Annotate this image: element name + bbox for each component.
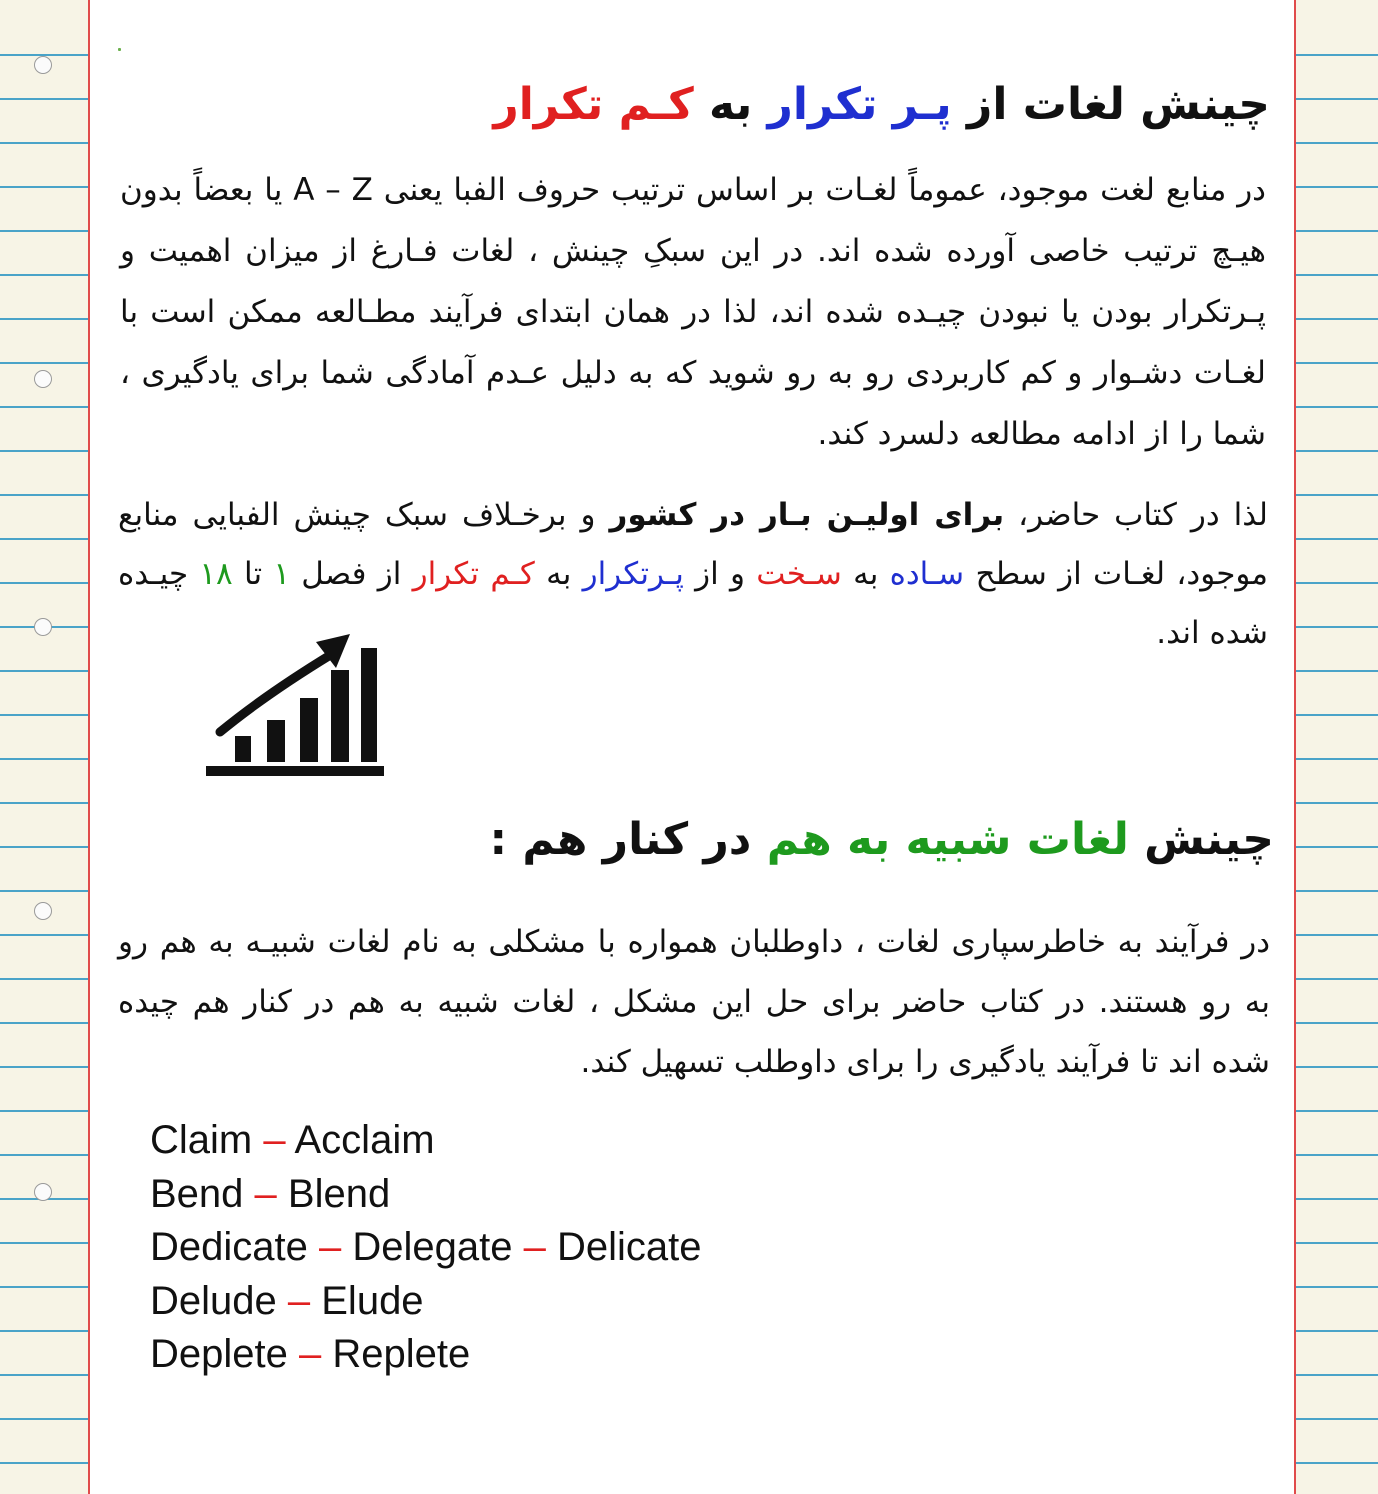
left-margin-rule	[88, 0, 90, 1494]
word-high-frequency: پـرتکرار	[582, 556, 684, 592]
right-lined-margin	[1296, 0, 1378, 1494]
left-lined-margin	[0, 0, 88, 1494]
vocabulary-word: Delude	[150, 1278, 277, 1323]
paragraph-text: به	[534, 556, 583, 592]
paragraph-text: تا	[232, 556, 274, 592]
word-group-row	[150, 1168, 1050, 1222]
vocabulary-word: Acclaim	[294, 1118, 435, 1162]
word-separator: –	[252, 1118, 295, 1162]
vocabulary-word: Dedicate	[150, 1225, 308, 1269]
paragraph-text: لذا در کتاب حاضر،	[1004, 497, 1268, 533]
heading-text: به	[693, 79, 768, 130]
word-separator: –	[307, 1225, 353, 1269]
decorative-dot	[118, 48, 121, 51]
heading-text: چینش لغات از	[951, 79, 1270, 130]
paragraph-text: به	[841, 556, 890, 592]
alphabet-range: A – Z	[293, 172, 373, 208]
binder-hole	[34, 370, 52, 388]
chapter-start: ۱	[273, 556, 291, 592]
word-separator: –	[287, 1332, 333, 1376]
vocabulary-word: Claim	[150, 1118, 253, 1162]
bar-chart-rising-arrow-icon	[204, 632, 386, 782]
word-simple: سـاده	[889, 556, 965, 592]
vocabulary-word: Replete	[332, 1332, 471, 1376]
paragraph-alphabetical-sources	[120, 160, 1266, 465]
word-separator: –	[276, 1278, 322, 1323]
vocabulary-word: Bend	[150, 1171, 244, 1216]
paragraph-text: در منابع لغت موجود، عموماً لغـات بر اساس ترتیب حروف الفبا یعنی	[372, 172, 1266, 208]
chapter-end: ۱۸	[199, 556, 233, 592]
word-group-row	[150, 1275, 1050, 1329]
word-separator: –	[512, 1225, 557, 1269]
binder-hole	[34, 56, 52, 74]
heading-similar-words-highlight: لغات شبیه به هم	[766, 814, 1129, 865]
heading-low-frequency: کـم تکرار	[493, 79, 694, 130]
word-group-row	[150, 1221, 1050, 1275]
heading-text: چینش	[1128, 814, 1274, 865]
heading-similar-words	[120, 800, 1274, 880]
word-group-row	[150, 1114, 1050, 1168]
word-group-row	[150, 1328, 1050, 1382]
heading-frequency-order	[120, 68, 1270, 142]
binder-hole	[34, 902, 52, 920]
vocabulary-word: Deplete	[150, 1332, 288, 1376]
paragraph-text: یا بعضاً بدون هیـچ ترتیب خاصی آورده شده اند. در این سبکِ چینش ، لغات فـارغ از میزان اهمیت و پـرتکرار بودن یا نبودن چیـده شده اند، لذا در همان ابتدای فرآیند مطـالعه ممکن است با لغـات دشـوار و کم کاربردی رو به رو شوید که به دلیل عـدم آمادگی شما برای یادگیری ، شما را از ادامه مطالعه دلسرد کند.	[120, 172, 1266, 452]
vocabulary-word: Delicate	[556, 1225, 702, 1269]
paragraph-text: از فصل	[290, 556, 413, 592]
heading-high-frequency: پـر تکرار	[767, 79, 952, 130]
paragraph-text: و از	[683, 556, 757, 592]
vocabulary-word: Delegate	[352, 1225, 513, 1269]
heading-text: در کنار هم :	[489, 814, 767, 865]
word-separator: –	[243, 1171, 288, 1216]
paragraph-similar-words: در فرآیند به خاطرسپاری لغات ، داوطلبان همواره با مشکلی به نام لغات شبیـه به هم رو به رو هستند. در کتاب حاضر برای حل این مشکل ، لغات شبیه به هم در کنار هم چیده شده اند تا فرآیند یادگیری را برای داوطلب تسهیل کند.	[118, 924, 1270, 1080]
right-margin-rule	[1294, 0, 1296, 1494]
paragraph-text: و برخـلاف سبک چینش الفبایی منابع موجود، لغـات از سطح	[118, 497, 1269, 592]
word-low-frequency: کـم تکرار	[412, 556, 535, 592]
binder-hole	[34, 618, 52, 636]
word-hard: سـخت	[756, 556, 842, 592]
vocabulary-word: Blend	[287, 1171, 391, 1216]
binder-hole	[34, 1183, 52, 1201]
similar-word-list	[150, 1114, 1050, 1382]
vocabulary-word: Elude	[321, 1278, 424, 1323]
bold-first-time: برای اولیـن بـار در کشور	[609, 497, 1005, 533]
paragraph-text: چیـده شده اند.	[118, 556, 1268, 651]
